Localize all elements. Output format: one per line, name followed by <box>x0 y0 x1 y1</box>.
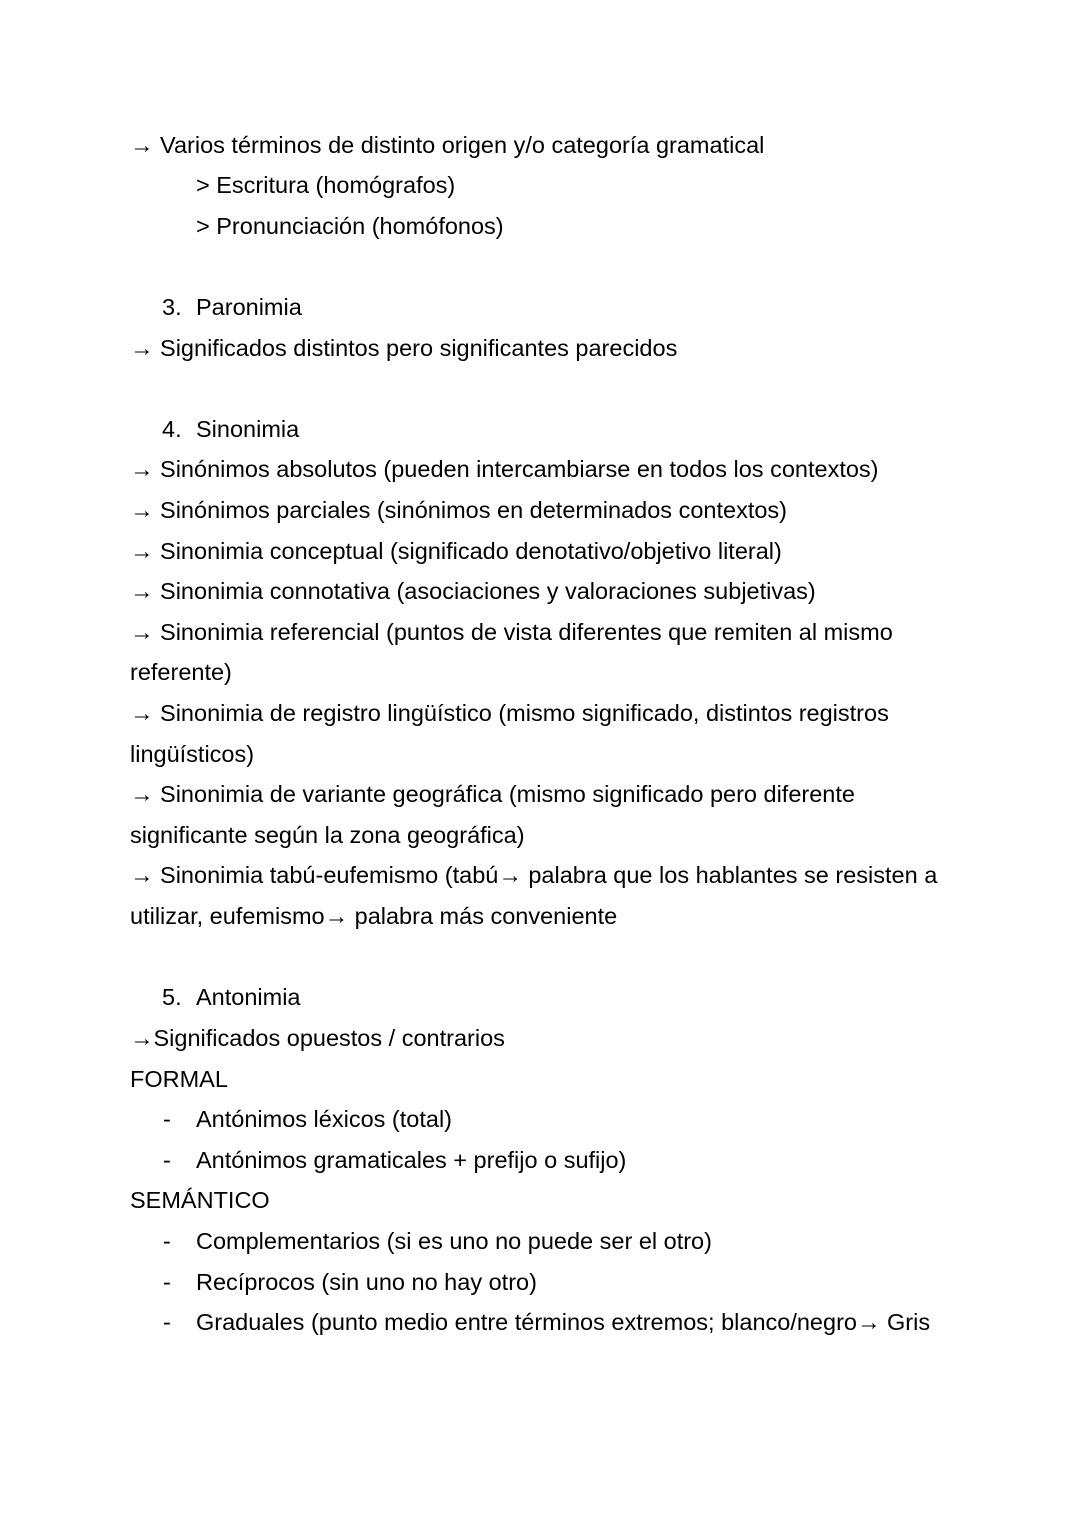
paronimia-line: → Significados distintos pero significantes parecidos <box>130 335 678 361</box>
sinonimia-line: lingüísticos) <box>130 741 255 767</box>
sinonimia-line: utilizar, eufemismo→ palabra más conveniente <box>130 903 618 929</box>
sinonimia-line: → Sinonimia de registro lingüístico (mismo significado, distintos registros <box>130 700 889 726</box>
list-dash: - <box>163 1309 171 1335</box>
formal-heading: FORMAL <box>130 1066 228 1092</box>
section-5-title: Antonimia <box>196 984 301 1010</box>
sinonimia-line: → Sinónimos parciales (sinónimos en determinados contextos) <box>130 497 788 523</box>
homofonos-item: > Pronunciación (homófonos) <box>196 213 504 239</box>
semantico-heading: SEMÁNTICO <box>130 1187 270 1213</box>
section-3-number: 3. <box>162 294 182 320</box>
sinonimia-line: → Sinonimia connotativa (asociaciones y valoraciones subjetivas) <box>130 578 816 604</box>
sinonimia-line: → Sinonimia de variante geográfica (mismo significado pero diferente <box>130 781 855 807</box>
sinonimia-line: → Sinonimia tabú-eufemismo (tabú→ palabra que los hablantes se resisten a <box>130 862 938 888</box>
sinonimia-line: significante según la zona geográfica) <box>130 822 525 848</box>
formal-item: Antónimos léxicos (total) <box>196 1106 452 1132</box>
semantico-item: Recíprocos (sin uno no hay otro) <box>196 1269 537 1295</box>
section-4-number: 4. <box>162 416 182 442</box>
sinonimia-line: referente) <box>130 659 232 685</box>
sinonimia-line: → Sinonimia conceptual (significado denotativo/objetivo literal) <box>130 538 782 564</box>
list-dash: - <box>163 1106 171 1132</box>
section-3-title: Paronimia <box>196 294 302 320</box>
list-dash: - <box>163 1269 171 1295</box>
section-5-number: 5. <box>162 984 182 1010</box>
list-dash: - <box>163 1228 171 1254</box>
section-4-title: Sinonimia <box>196 416 300 442</box>
antonimia-line: →Significados opuestos / contrarios <box>130 1025 505 1051</box>
formal-item: Antónimos gramaticales + prefijo o sufijo) <box>196 1147 627 1173</box>
homonimia-line: → Varios términos de distinto origen y/o categoría gramatical <box>130 132 765 158</box>
semantico-item: Complementarios (si es uno no puede ser el otro) <box>196 1228 712 1254</box>
list-dash: - <box>163 1147 171 1173</box>
sinonimia-line: → Sinonimia referencial (puntos de vista diferentes que remiten al mismo <box>130 619 893 645</box>
semantico-item: Graduales (punto medio entre términos extremos; blanco/negro→ Gris <box>196 1309 931 1335</box>
sinonimia-line: → Sinónimos absolutos (pueden intercambiarse en todos los contextos) <box>130 456 879 482</box>
homografos-item: > Escritura (homógrafos) <box>196 172 456 198</box>
